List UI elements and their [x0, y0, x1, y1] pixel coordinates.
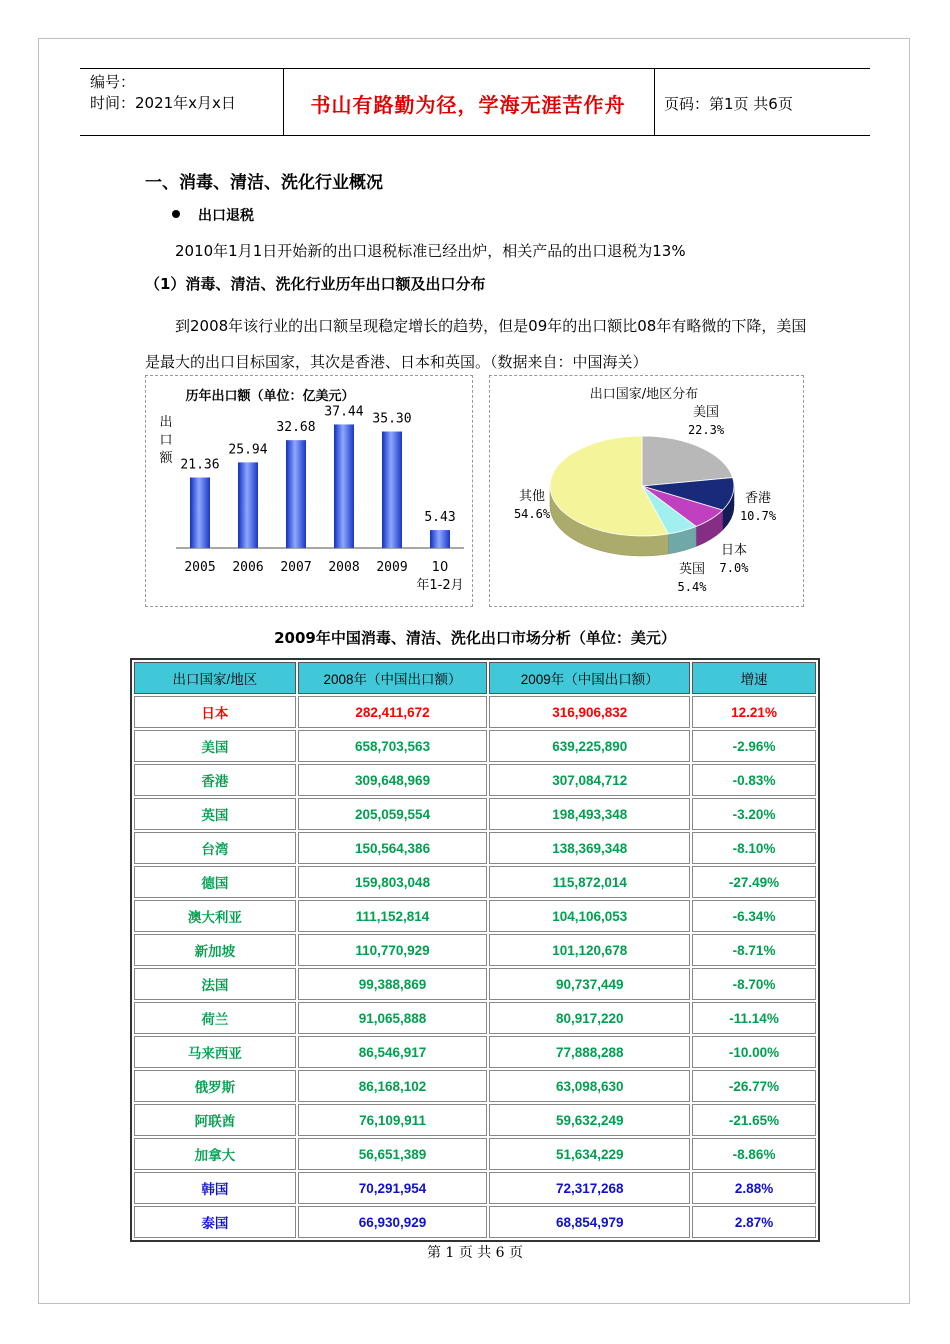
table-cell: 12.21%: [692, 696, 816, 728]
subsection-title: （1）消毒、清洁、洗化行业历年出口额及出口分布: [145, 275, 486, 293]
bullet-dot-icon: [172, 210, 180, 218]
table-cell: 77,888,288: [489, 1036, 690, 1068]
header-country: 出口国家/地区: [134, 662, 296, 694]
table-cell: 德国: [134, 866, 296, 898]
table-cell: 205,059,554: [298, 798, 488, 830]
pie-slice-value: 7.0%: [719, 561, 749, 575]
table-cell: 香港: [134, 764, 296, 796]
table-cell: 66,930,929: [298, 1206, 488, 1238]
table-cell: 59,632,249: [489, 1104, 690, 1136]
table-cell: 2.88%: [692, 1172, 816, 1204]
header-motto: 书山有路勤为径，学海无涯苦作舟: [310, 93, 626, 117]
table-header-row: [134, 662, 816, 694]
table-cell: -10.00%: [692, 1036, 816, 1068]
table-row: [134, 968, 816, 1000]
bar: [430, 530, 450, 548]
table-cell: 日本: [134, 696, 296, 728]
table-cell: 新加坡: [134, 934, 296, 966]
bullet-item: [172, 205, 254, 225]
table-cell: -21.65%: [692, 1104, 816, 1136]
header-2008: 2008年（中国出口额）: [298, 662, 488, 694]
table-cell: 美国: [134, 730, 296, 762]
table-row: [134, 1172, 816, 1204]
table-cell: -3.20%: [692, 798, 816, 830]
table-row: [134, 866, 816, 898]
page-footer: 第 1 页 共 6 页: [426, 1245, 524, 1261]
table-cell: -11.14%: [692, 1002, 816, 1034]
table-cell: 台湾: [134, 832, 296, 864]
pie-slice-value: 5.4%: [677, 580, 707, 594]
bar-value-label: 5.43: [424, 510, 456, 526]
table-cell: 198,493,348: [489, 798, 690, 830]
table-row: [134, 1138, 816, 1170]
pie-chart-container: [489, 375, 804, 607]
header-2009: 2009年（中国出口额）: [489, 662, 690, 694]
pie-chart-title: 出口国家/地区分布: [589, 387, 699, 402]
table-cell: 法国: [134, 968, 296, 1000]
table-cell: 63,098,630: [489, 1070, 690, 1102]
table-cell: 104,106,053: [489, 900, 690, 932]
table-cell: 307,084,712: [489, 764, 690, 796]
pie-slice-label: 香港: [744, 491, 772, 506]
table-cell: 56,651,389: [298, 1138, 488, 1170]
bar-chart-ylabel: 额: [159, 451, 173, 466]
table-row: [134, 798, 816, 830]
pie-slice-label: 其他: [518, 489, 546, 504]
bar-category-label: 2006: [232, 560, 264, 575]
header-growth: 增速: [692, 662, 816, 694]
header-divider-right: [654, 69, 655, 135]
bar-chart: [146, 376, 472, 606]
header-left: [90, 72, 236, 114]
table-cell: -8.71%: [692, 934, 816, 966]
bar-category-label: 10: [431, 560, 449, 575]
table-cell: -27.49%: [692, 866, 816, 898]
table-cell: -6.34%: [692, 900, 816, 932]
paragraph-export-trend: 到2008年该行业的出口额呈现稳定增长的趋势，但是09年的出口额比08年有略微的下降，美国是最大的出口目标国家，其次是香港、日本和英国。（数据来自：中国海关）: [145, 317, 807, 371]
table-row: [134, 832, 816, 864]
bar-chart-ylabel: 出: [159, 415, 173, 430]
table-row: [134, 1104, 816, 1136]
table-cell: 马来西亚: [134, 1036, 296, 1068]
bar-category-label: 2008: [328, 560, 360, 575]
header-page-info: 页码：第1页 共6页: [664, 95, 793, 113]
table-cell: -0.83%: [692, 764, 816, 796]
table-cell: 91,065,888: [298, 1002, 488, 1034]
bar-value-label: 25.94: [228, 442, 268, 458]
table-row: [134, 730, 816, 762]
table-cell: 316,906,832: [489, 696, 690, 728]
table-cell: 韩国: [134, 1172, 296, 1204]
table-cell: 51,634,229: [489, 1138, 690, 1170]
table-cell: 泰国: [134, 1206, 296, 1238]
table-cell: -8.10%: [692, 832, 816, 864]
table-cell: 荷兰: [134, 1002, 296, 1034]
table-cell: 68,854,979: [489, 1206, 690, 1238]
number-label: 编号：: [90, 73, 136, 91]
table-cell: 86,546,917: [298, 1036, 488, 1068]
bar-category-label: 年1-2月: [416, 578, 464, 593]
table-cell: 111,152,814: [298, 900, 488, 932]
table-cell: 99,388,869: [298, 968, 488, 1000]
pie-slice-value: 22.3%: [687, 423, 725, 437]
pie-slice-label: 英国: [678, 562, 706, 577]
pie-slice-value: 10.7%: [739, 509, 777, 523]
table-cell: 澳大利亚: [134, 900, 296, 932]
section-title: 一、消毒、清洁、洗化行业概况: [145, 173, 383, 193]
table-row: [134, 1002, 816, 1034]
pie-slice-label: 日本: [720, 543, 748, 558]
export-market-table: [130, 658, 820, 1242]
bar-category-label: 2009: [376, 560, 408, 575]
bar: [286, 440, 306, 548]
bar: [382, 432, 402, 548]
table-cell: 86,168,102: [298, 1070, 488, 1102]
bar-category-label: 2005: [184, 560, 216, 575]
table-cell: 110,770,929: [298, 934, 488, 966]
table-cell: 309,648,969: [298, 764, 488, 796]
pie-chart: [490, 376, 803, 606]
table-cell: 150,564,386: [298, 832, 488, 864]
table-row: [134, 1070, 816, 1102]
table-title: 2009年中国消毒、清洁、洗化出口市场分析（单位：美元）: [274, 629, 676, 647]
table-row: [134, 900, 816, 932]
bar-chart-ylabel: 口: [159, 433, 173, 448]
table-cell: 90,737,449: [489, 968, 690, 1000]
bar-value-label: 32.68: [276, 420, 316, 436]
bar-value-label: 37.44: [324, 404, 364, 420]
bar-value-label: 35.30: [372, 411, 412, 427]
pie-slice-label: 美国: [692, 405, 720, 420]
table-row: [134, 764, 816, 796]
table-cell: 72,317,268: [489, 1172, 690, 1204]
paragraph-tax-rebate: 2010年1月1日开始新的出口退税标准已经出炉，相关产品的出口退税为13%: [175, 242, 686, 260]
pie-slice-value: 54.6%: [513, 507, 551, 521]
page-header: [80, 68, 870, 136]
table-cell: -8.70%: [692, 968, 816, 1000]
table-cell: 658,703,563: [298, 730, 488, 762]
table-cell: -26.77%: [692, 1070, 816, 1102]
table-cell: 80,917,220: [489, 1002, 690, 1034]
bar-category-label: 2007: [280, 560, 312, 575]
table-row: [134, 934, 816, 966]
bar: [238, 462, 258, 548]
table-cell: -8.86%: [692, 1138, 816, 1170]
table-cell: 俄罗斯: [134, 1070, 296, 1102]
table-cell: 加拿大: [134, 1138, 296, 1170]
table-cell: 101,120,678: [489, 934, 690, 966]
table-cell: 159,803,048: [298, 866, 488, 898]
bar-chart-title: 历年出口额（单位：亿美元）: [185, 389, 355, 404]
bar-value-label: 21.36: [180, 457, 220, 473]
bar: [334, 424, 354, 548]
bar-chart-container: [145, 375, 473, 607]
table-cell: 282,411,672: [298, 696, 488, 728]
table-cell: 阿联酋: [134, 1104, 296, 1136]
table-row: [134, 1206, 816, 1238]
table-cell: 70,291,954: [298, 1172, 488, 1204]
table-cell: 2.87%: [692, 1206, 816, 1238]
table-cell: 英国: [134, 798, 296, 830]
table-cell: 639,225,890: [489, 730, 690, 762]
table-row: [134, 1036, 816, 1068]
table-cell: 76,109,911: [298, 1104, 488, 1136]
table-row: [134, 696, 816, 728]
table-cell: -2.96%: [692, 730, 816, 762]
table-cell: 115,872,014: [489, 866, 690, 898]
bullet-text: 出口退税: [198, 208, 254, 224]
bar: [190, 478, 210, 548]
time-label: 时间：2021年x月x日: [90, 94, 236, 112]
table-cell: 138,369,348: [489, 832, 690, 864]
